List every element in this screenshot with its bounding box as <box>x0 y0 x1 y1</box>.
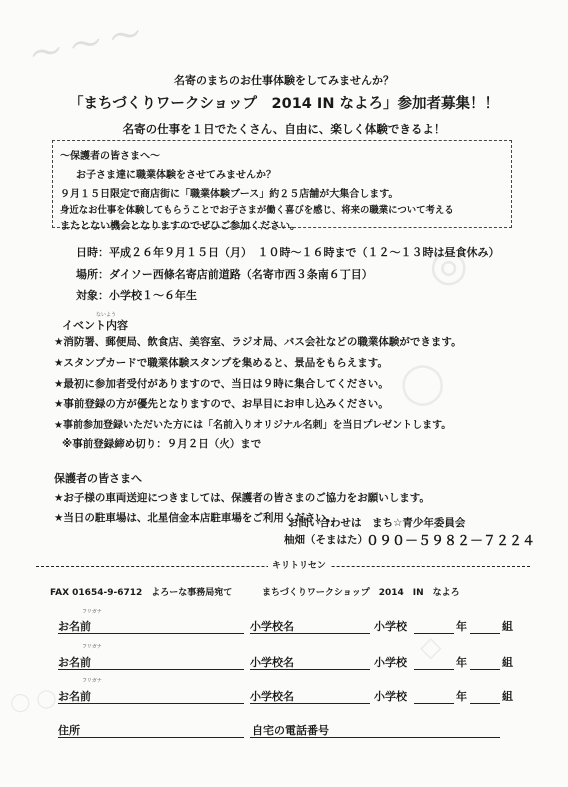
events-heading-ruby: ないよう <box>96 312 117 318</box>
class-label: 組 <box>502 620 513 633</box>
page-title: 「まちづくりワークショップ 2014 IN なよろ」参加者募集！！ <box>68 96 500 112</box>
fax-line: FAX 01654-9-6712 よろーな事務局宛て <box>50 588 233 598</box>
registration-deadline: ※事前登録締め切り：９月２日（火）まで <box>62 438 262 450</box>
class-label: 組 <box>502 656 513 669</box>
event-item: ★消防署、郵便局、飲食店、美容室、ラジオ局、バス会社などの職業体験ができます。 <box>54 336 462 348</box>
name-field[interactable] <box>58 703 244 704</box>
school-suffix: 小学校 <box>374 690 407 703</box>
class-field[interactable] <box>470 669 500 670</box>
cut-line-label: キリトリセン <box>268 558 330 571</box>
name-label: お名前 <box>58 656 91 669</box>
background-decoration: ◎ <box>426 237 472 294</box>
event-item: ★最初に参加者受付がありますので、当日は９時に集合してください。 <box>54 378 389 390</box>
contact-phone: ０９０－５９８２－７２２４ <box>366 534 536 549</box>
name-label: お名前 <box>58 690 91 703</box>
furigana-label: フリガナ <box>82 644 102 650</box>
background-decoration: ◯ ◯ <box>8 686 58 715</box>
parents-box-heading: ～保護者の皆さまへ～ <box>60 151 160 162</box>
parents-note-item: ★当日の駐車場は、北星信金本店駐車場をご利用ください。 <box>54 512 337 524</box>
grade-field[interactable] <box>414 633 454 634</box>
event-item: ★スタンプカードで職業体験スタンプを集めると、景品をもらえます。 <box>54 357 388 369</box>
parents-box-line: お子さま達に職業体験をさせてみませんか？ <box>76 170 276 181</box>
year-label: 年 <box>456 656 467 669</box>
event-datetime: 日時：平成２６年９月１５日（月） １０時～１６時まで（１２～１３時は昼食休み） <box>76 246 500 259</box>
event-place: 場所：ダイソー西條名寄店前道路（名寄市西３条南６丁目） <box>76 268 373 281</box>
lead-text: 名寄のまちのお仕事体験をしてみませんか？ <box>174 74 394 87</box>
year-label: 年 <box>456 690 467 703</box>
school-label: 小学校名 <box>250 620 294 633</box>
event-target: 対象：小学校１～６年生 <box>76 289 197 302</box>
contact-person: 柚畑（そまはた） <box>284 534 368 546</box>
school-field[interactable] <box>250 633 370 634</box>
class-field[interactable] <box>470 703 500 704</box>
year-label: 年 <box>456 620 467 633</box>
contact-label: お問い合わせは まち☆青少年委員会 <box>288 517 466 529</box>
class-label: 組 <box>502 690 513 703</box>
name-field[interactable] <box>58 633 244 634</box>
background-decoration: ◯ <box>397 357 448 409</box>
background-decoration: 〜 〜 〜 <box>28 16 145 75</box>
school-field[interactable] <box>250 703 370 704</box>
parents-box-line: またとない機会となりますのでぜひご参加ください。 <box>60 221 300 232</box>
address-label: 住所 <box>58 724 80 737</box>
name-field[interactable] <box>58 669 244 670</box>
event-item: ★事前参加登録いただいた方には「名前入りオリジナル名刺」を当日プレゼントします。 <box>54 420 452 431</box>
name-label: お名前 <box>58 620 91 633</box>
class-field[interactable] <box>470 633 500 634</box>
home-phone-label: 自宅の電話番号 <box>252 724 329 737</box>
school-label: 小学校名 <box>250 656 294 669</box>
school-suffix: 小学校 <box>374 620 407 633</box>
furigana-label: フリガナ <box>82 678 102 684</box>
grade-field[interactable] <box>414 669 454 670</box>
parents-box-line: ９月１５日限定で商店街に「職業体験ブース」約２５店舗が大集合します。 <box>60 189 399 200</box>
parents-box-line: 身近なお仕事を体験してもらうことでお子さまが働く喜びを感じ、将来の職業について考える <box>60 205 454 216</box>
home-phone-field[interactable] <box>250 737 500 738</box>
school-suffix: 小学校 <box>374 656 407 669</box>
page-subtitle: 名寄の仕事を１日でたくさん、自由に、楽しく体験できるよ！ <box>122 122 446 136</box>
school-label: 小学校名 <box>250 690 294 703</box>
school-field[interactable] <box>250 669 370 670</box>
parents-note-heading: 保護者の皆さまへ <box>54 472 142 485</box>
parents-note-item: ★お子様の車両送迎につきましては、保護者の皆さまのご協力をお願いします。 <box>54 492 430 504</box>
grade-field[interactable] <box>414 703 454 704</box>
background-decoration: ◇ <box>420 630 442 663</box>
form-event-name: まちづくりワークショップ 2014 IN なよろ <box>262 588 460 598</box>
address-field[interactable] <box>58 737 244 738</box>
events-heading: イベント内容 <box>62 319 128 332</box>
furigana-label: フリガナ <box>82 609 102 615</box>
event-item: ★事前登録の方が優先となりますので、お早目にお申し込みください。 <box>54 398 389 410</box>
